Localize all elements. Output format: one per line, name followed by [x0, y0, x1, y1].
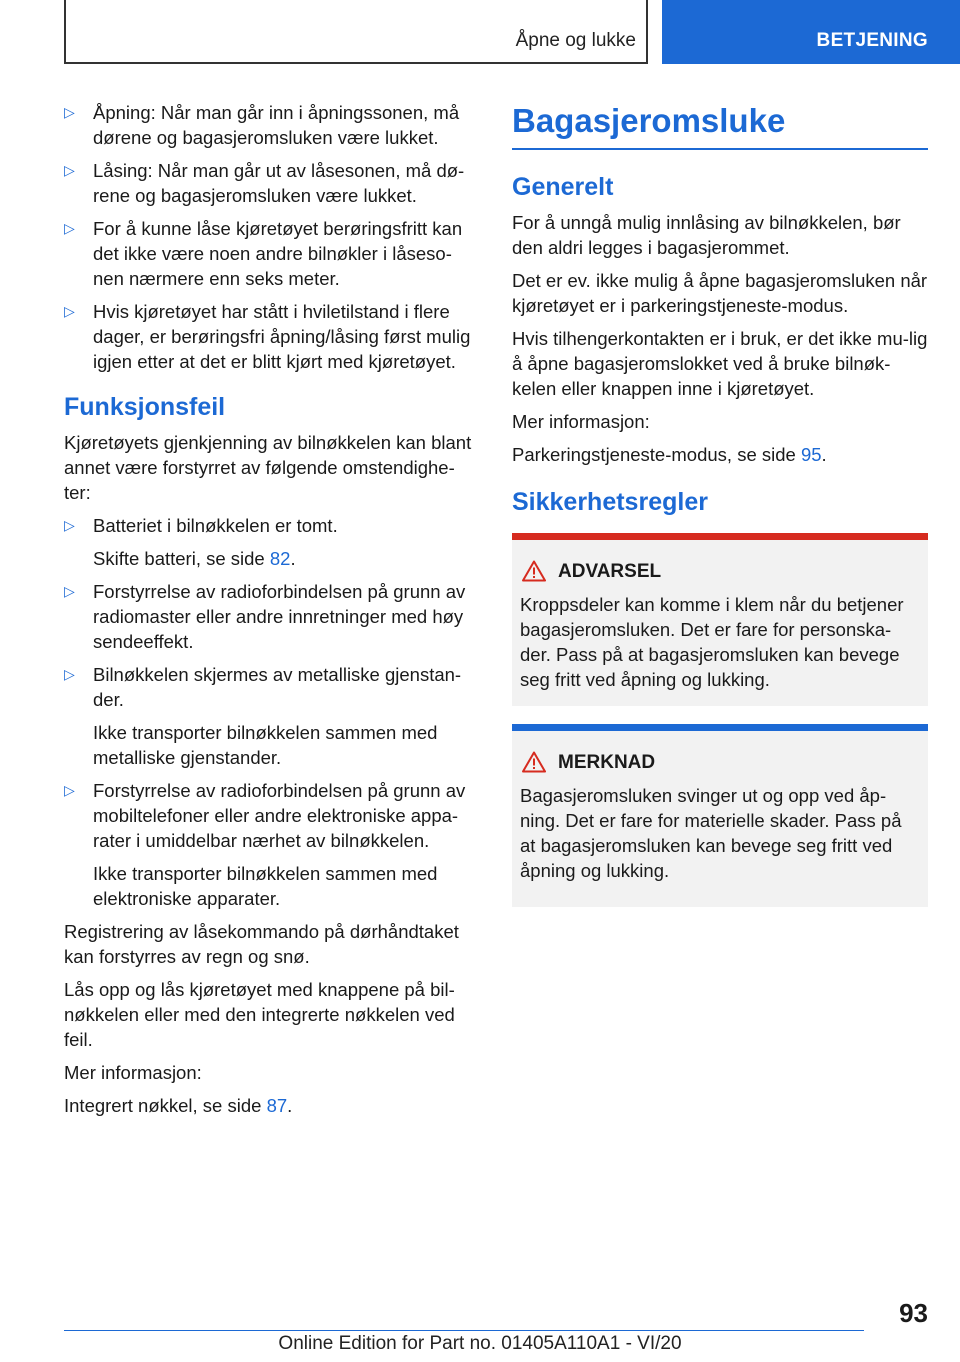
chapter-label: BETJENING	[816, 30, 928, 51]
page-title: Bagasjeromsluke	[512, 98, 928, 150]
triangle-bullet-icon: ▷	[64, 583, 75, 599]
funk-intro: Kjøretøyets gjenkjenning av bilnøkkelen kan blant annet være forstyrret av følgende omstendighe-ter:	[64, 432, 472, 503]
section-title: Åpne og lukke	[515, 30, 636, 51]
list-item: ▷ Låsing: Når man går ut av låsesonen, må dø-rene og bagasjeromsluken være lukket.	[64, 160, 465, 206]
heading-funksjonsfeil: Funksjonsfeil	[64, 393, 226, 421]
paragraph: Mer informasjon:	[64, 1062, 202, 1083]
paragraph: Mer informasjon:	[512, 411, 650, 432]
triangle-bullet-icon: ▷	[64, 782, 75, 798]
paragraph: Integrert nøkkel, se side 87.	[64, 1095, 293, 1116]
note-label: MERKNAD	[558, 751, 656, 773]
list-item-sub: Skifte batteri, se side 82.	[93, 548, 296, 569]
footer-edition: Online Edition for Part no. 01405A110A1 - VI/20	[278, 1333, 682, 1354]
warning-text: Kroppsdeler kan komme i klem når du betjener bagasjeromsluken. Det er fare for personska-der. Pass på at bagasjeromsluken kan bevege seg fritt ved åpning og lukking.	[520, 594, 904, 690]
chapter-tab[interactable]	[662, 0, 960, 64]
right-column	[512, 100, 928, 925]
note-text: Bagasjeromsluken svinger ut og opp ved åp-ning. Det er fare for materielle skader. Pass på at bagasjeromsluken kan bevege seg fritt ved åpning og lukking.	[520, 785, 902, 881]
page-link-82[interactable]: 82	[269, 548, 291, 569]
paragraph: Registrering av låsekommando på dørhåndtaket kan forstyrres av regn og snø.	[64, 921, 459, 967]
header-section-box	[64, 0, 648, 64]
list-item: ▷ Forstyrrelse av radioforbindelsen på grunn av mobiltelefoner eller andre elektroniske appa-rater i umiddelbar nærhet av bilnøkkelen.	[64, 780, 466, 851]
list-item: ▷ Hvis kjøretøyet har stått i hviletilstand i flere dager, er berøringsfri åpning/låsing først mulig igjen etter at det er blitt kjørt med kjøretøyet.	[64, 301, 471, 372]
warning-bar	[512, 533, 928, 540]
warning-box	[512, 533, 928, 706]
triangle-bullet-icon: ▷	[64, 220, 75, 236]
left-column	[64, 100, 480, 1126]
heading-generelt: Generelt	[512, 173, 614, 201]
triangle-bullet-icon: ▷	[64, 104, 75, 120]
triangle-bullet-icon: ▷	[64, 666, 75, 682]
note-bar	[512, 724, 928, 731]
list-item: ▷ Batteriet i bilnøkkelen er tomt.	[64, 515, 338, 536]
triangle-bullet-icon: ▷	[64, 303, 75, 319]
heading-sikkerhetsregler: Sikkerhetsregler	[512, 488, 708, 516]
page-link-87[interactable]: 87	[266, 1095, 288, 1116]
triangle-bullet-icon: ▷	[64, 162, 75, 178]
note-triangle-icon	[522, 751, 546, 773]
warning-triangle-icon	[522, 560, 546, 582]
list-item: ▷ Bilnøkkelen skjermes av metalliske gjenstan-der.	[64, 664, 462, 710]
paragraph: Det er ev. ikke mulig å åpne bagasjeromsluken når kjøretøyet er i parkeringstjeneste-modus.	[512, 270, 928, 316]
note-box	[512, 724, 928, 907]
list-item: ▷ Åpning: Når man går inn i åpningssonen, må dørene og bagasjeromsluken være lukket.	[64, 102, 460, 148]
paragraph: Parkeringstjeneste-modus, se side 95.	[512, 444, 827, 465]
triangle-bullet-icon: ▷	[64, 517, 75, 533]
paragraph: For å unngå mulig innlåsing av bilnøkkelen, bør den aldri legges i bagasjerommet.	[512, 212, 901, 258]
paragraph: Hvis tilhengerkontakten er i bruk, er det ikke mu-lig å åpne bagasjeromslokket ved å bruke bilnøk-kelen eller knappen inne i kjøretøyet.	[512, 328, 928, 399]
list-item-sub: Ikke transporter bilnøkkelen sammen med elektroniske apparater.	[93, 863, 438, 909]
paragraph: Lås opp og lås kjøretøyet med knappene på bil-nøkkelen eller med den integrerte nøkkelen ved feil.	[64, 979, 455, 1050]
footer-divider	[64, 1330, 864, 1331]
page-number: 93	[899, 1298, 928, 1328]
list-item: ▷ Forstyrrelse av radioforbindelsen på grunn av radiomaster eller andre innretninger med høy sendeeffekt.	[64, 581, 466, 652]
list-item: ▷ For å kunne låse kjøretøyet berøringsfritt kan det ikke være noen andre bilnøkler i låseso-nen nærmere enn seks meter.	[64, 218, 463, 289]
list-item-sub: Ikke transporter bilnøkkelen sammen med metalliske gjenstander.	[93, 722, 438, 768]
page-link-95[interactable]: 95	[800, 444, 822, 465]
warning-label: ADVARSEL	[558, 560, 662, 582]
